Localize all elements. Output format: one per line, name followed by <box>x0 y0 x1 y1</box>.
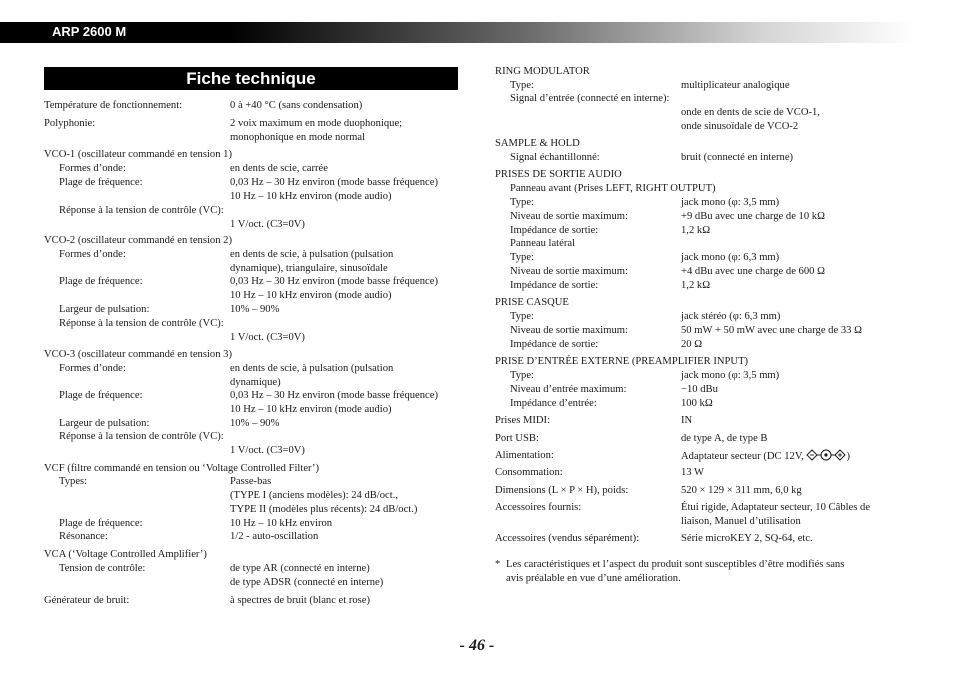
spec-group-label: VCO-2 (oscillateur commandé en tension 2) <box>44 235 232 246</box>
spec-value: jack mono (φ: 3,5 mm) <box>681 197 780 208</box>
spec-value: Série microKEY 2, SQ-64, etc. <box>681 533 813 544</box>
spec-value: jack mono (φ: 6,3 mm) <box>681 252 780 263</box>
spec-label: Impédance de sortie: <box>510 225 599 236</box>
spec-label: Niveau de sortie maximum: <box>510 266 628 277</box>
spec-value: 0,03 Hz – 30 Hz environ (mode basse fréquence) <box>230 276 438 287</box>
spec-value: 1 V/oct. (C3=0V) <box>230 219 305 230</box>
spec-value: 1,2 kΩ <box>681 280 711 291</box>
spec-label: Signal échantillonné: <box>510 152 600 163</box>
spec-value: (TYPE I (anciens modèles): 24 dB/oct., <box>230 490 398 501</box>
spec-group-label: RING MODULATOR <box>495 66 590 77</box>
spec-label: Signal d’entrée (connecté en interne): <box>510 93 670 104</box>
spec-value: dynamique) <box>230 377 281 388</box>
spec-label: Type: <box>510 252 534 263</box>
spec-value: 100 kΩ <box>681 398 713 409</box>
spec-value <box>681 449 850 464</box>
spec-label: Plage de fréquence: <box>59 276 143 287</box>
section-title: Fiche technique <box>44 67 458 90</box>
spec-value: 0 à +40 °C (sans condensation) <box>230 100 363 111</box>
spec-value: onde en dents de scie de VCO-1, <box>681 107 820 118</box>
spec-label: Consommation: <box>495 467 563 478</box>
header-bar <box>0 22 954 43</box>
spec-value: 1,2 kΩ <box>681 225 711 236</box>
spec-label: Réponse à la tension de contrôle (VC): <box>59 318 224 329</box>
spec-label: Impédance de sortie: <box>510 280 599 291</box>
spec-value: en dents de scie, à pulsation (pulsation <box>230 249 394 260</box>
spec-value: +9 dBu avec une charge de 10 kΩ <box>681 211 825 222</box>
spec-value: 2 voix maximum en mode duophonique; <box>230 118 403 129</box>
spec-value: 10 Hz – 10 kHz environ (mode audio) <box>230 404 392 415</box>
spec-value: IN <box>681 415 693 426</box>
spec-label: Réponse à la tension de contrôle (VC): <box>59 205 224 216</box>
spec-label: Largeur de pulsation: <box>59 418 150 429</box>
spec-value: de type ADSR (connecté en interne) <box>230 577 384 588</box>
spec-label: Impédance de sortie: <box>510 339 599 350</box>
spec-value: 0,03 Hz – 30 Hz environ (mode basse fréquence) <box>230 390 438 401</box>
spec-value: de type AR (connecté en interne) <box>230 563 370 574</box>
spec-value: liaison, Manuel d’utilisation <box>681 516 801 527</box>
spec-group-label: PRISE D’ENTRÉE EXTERNE (PREAMPLIFIER INPUT) <box>495 356 749 367</box>
spec-value: +4 dBu avec une charge de 600 Ω <box>681 266 825 277</box>
spec-value: monophonique en mode normal <box>230 132 366 143</box>
model-title: ARP 2600 M <box>52 24 127 39</box>
spec-label: Niveau de sortie maximum: <box>510 211 628 222</box>
spec-label: Tension de contrôle: <box>59 563 146 574</box>
spec-group-label: PRISES DE SORTIE AUDIO <box>495 169 622 180</box>
spec-label: Accessoires (vendus séparément): <box>495 533 640 544</box>
spec-label: Niveau de sortie maximum: <box>510 325 628 336</box>
spec-group-label: VCO-3 (oscillateur commandé en tension 3) <box>44 349 232 360</box>
spec-label: Formes d’onde: <box>59 249 126 260</box>
spec-label: Type: <box>510 370 534 381</box>
spec-label: Alimentation: <box>495 450 554 461</box>
spec-label: Type: <box>510 311 534 322</box>
spec-value: onde sinusoïdale de VCO-2 <box>681 121 799 132</box>
spec-value: Étui rigide, Adaptateur secteur, 10 Câbles de <box>681 502 871 513</box>
spec-value: 20 Ω <box>681 339 703 350</box>
footnote-line: avis préalable en vue d’une amélioration. <box>506 572 681 584</box>
spec-value: en dents de scie, carrée <box>230 163 328 174</box>
spec-value: multiplicateur analogique <box>681 80 790 91</box>
spec-group-label: PRISE CASQUE <box>495 297 569 308</box>
spec-group-label: Panneau avant (Prises LEFT, RIGHT OUTPUT) <box>510 183 716 194</box>
footnote-text <box>506 558 844 585</box>
power-text: Adaptateur secteur (DC 12V, <box>681 451 807 462</box>
spec-label: Polyphonie: <box>44 118 96 129</box>
spec-label: Type: <box>510 80 534 91</box>
spec-value: 50 mW + 50 mW avec une charge de 33 Ω <box>681 325 862 336</box>
spec-value: 10 Hz – 10 kHz environ (mode audio) <box>230 191 392 202</box>
spec-label: Formes d’onde: <box>59 363 126 374</box>
spec-label: Formes d’onde: <box>59 163 126 174</box>
spec-label: Type: <box>510 197 534 208</box>
spec-label: Port USB: <box>495 433 539 444</box>
spec-label: Plage de fréquence: <box>59 390 143 401</box>
spec-value: 13 W <box>681 467 705 478</box>
spec-label: Température de fonctionnement: <box>44 100 183 111</box>
spec-value: à spectres de bruit (blanc et rose) <box>230 595 371 606</box>
spec-value: 10% – 90% <box>230 304 280 315</box>
dc-polarity-icon <box>806 449 846 461</box>
spec-label: Plage de fréquence: <box>59 177 143 188</box>
spec-value: 10% – 90% <box>230 418 280 429</box>
footnote-mark: * <box>495 559 501 570</box>
spec-label: Largeur de pulsation: <box>59 304 150 315</box>
spec-label: Prises MIDI: <box>495 415 551 426</box>
spec-group-label: VCA (‘Voltage Controlled Amplifier’) <box>44 549 207 560</box>
spec-value: 1/2 - auto-oscillation <box>230 531 319 542</box>
spec-value: TYPE II (modèles plus récents): 24 dB/oct.) <box>230 504 418 515</box>
spec-value: −10 dBu <box>681 384 718 395</box>
spec-group-label: VCF (filtre commandé en tension ou ‘Voltage Controlled Filter’) <box>44 463 319 474</box>
spec-label: Générateur de bruit: <box>44 595 130 606</box>
spec-label: Dimensions (L × P × H), poids: <box>495 485 629 496</box>
spec-label: Réponse à la tension de contrôle (VC): <box>59 431 224 442</box>
spec-group-label: VCO-1 (oscillateur commandé en tension 1) <box>44 149 232 160</box>
spec-value: dynamique), triangulaire, sinusoïdale <box>230 263 388 274</box>
spec-value: jack stéréo (φ: 6,3 mm) <box>681 311 781 322</box>
spec-group-label: Panneau latéral <box>510 238 576 249</box>
spec-value: 10 Hz – 10 kHz environ (mode audio) <box>230 290 392 301</box>
spec-value: jack mono (φ: 3,5 mm) <box>681 370 780 381</box>
spec-label: Résonance: <box>59 531 108 542</box>
spec-label: Plage de fréquence: <box>59 518 143 529</box>
spec-label: Types: <box>59 476 88 487</box>
spec-value: de type A, de type B <box>681 433 768 444</box>
page-number: - 46 - <box>459 637 495 654</box>
spec-value: 10 Hz – 10 kHz environ <box>230 518 333 529</box>
spec-label: Accessoires fournis: <box>495 502 582 513</box>
power-text-end: ) <box>846 451 850 462</box>
spec-value: 1 V/oct. (C3=0V) <box>230 332 305 343</box>
footnote-line: Les caractéristiques et l’aspect du produit sont susceptibles d’être modifiés sans <box>506 559 845 570</box>
spec-value: bruit (connecté en interne) <box>681 152 794 163</box>
spec-value: 1 V/oct. (C3=0V) <box>230 445 305 456</box>
spec-group-label: SAMPLE & HOLD <box>495 138 580 149</box>
spec-value: Passe-bas <box>230 476 272 487</box>
spec-label: Niveau d’entrée maximum: <box>510 384 627 395</box>
spec-value: en dents de scie, à pulsation (pulsation <box>230 363 394 374</box>
spec-value: 0,03 Hz – 30 Hz environ (mode basse fréquence) <box>230 177 438 188</box>
spec-label: Impédance d’entrée: <box>510 398 597 409</box>
spec-value: 520 × 129 × 311 mm, 6,0 kg <box>681 485 802 496</box>
